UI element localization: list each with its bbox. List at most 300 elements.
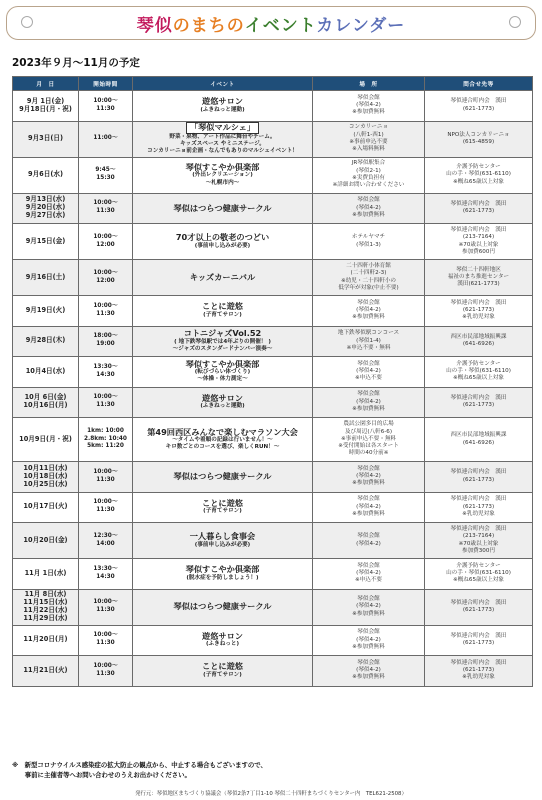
place-line: 及び周辺(八軒6-6): [344, 428, 393, 435]
time-cell: [79, 357, 133, 388]
contact-line: 琴似連合町内会 漢田: [450, 659, 507, 666]
start-time: 14:00: [96, 540, 115, 547]
place-cell: [313, 589, 425, 625]
event-detail: (転びづらい体づくり): [194, 369, 251, 376]
event-name: 第49回西区みんなで楽しむマラソン大会: [147, 426, 298, 437]
contact-line: (615-4859): [462, 139, 495, 145]
table-row: [13, 296, 533, 327]
event-cell: [133, 589, 313, 625]
event-date: 11月21日(火): [23, 665, 68, 674]
event-cell: [133, 656, 313, 687]
place-line: ※参加費無料: [352, 405, 385, 412]
place-line: (琴似4-2): [356, 503, 381, 510]
contact-line: 西区市民部地域振興課: [450, 432, 507, 439]
event-name-box: [186, 122, 259, 133]
event-name: 70才以上の敬老のつどい: [175, 232, 270, 243]
contact-cell: [425, 418, 533, 462]
place-cell: [313, 91, 425, 122]
start-time: 13:30～: [93, 565, 118, 572]
contact-cell: [425, 357, 533, 388]
date-cell: [13, 492, 79, 523]
time-cell: [79, 157, 133, 193]
contact-cell: [425, 462, 533, 493]
date-cell: [13, 224, 79, 260]
place-cell: [313, 523, 425, 559]
event-detail: (ふきねっと運動): [200, 106, 245, 113]
place-cell: [313, 157, 425, 193]
place-line: ※実費負担有: [352, 175, 385, 181]
start-time: 11:30: [96, 507, 115, 514]
time-cell: [79, 193, 133, 224]
event-name: 琴似はつらつ健康サークル: [173, 471, 272, 482]
place-line: 琴似会館: [357, 659, 380, 666]
contact-line: 琴似連合町内会 漢田: [450, 394, 507, 401]
event-date: 11月 1日(水): [24, 568, 67, 577]
publisher-footer: 発行元：琴似地区まちづくり協議会（琴似2条7丁目1-10 琴似二十四軒まちづくりセンター内 TEL621-2508）: [135, 791, 407, 797]
place-line: 琴似会館: [357, 596, 380, 603]
place-cell: [313, 296, 425, 327]
place-line: ※参加費無料: [352, 610, 385, 617]
date-cell: [13, 559, 79, 590]
event-name: キッズカーニバル: [189, 271, 256, 282]
place-line: 琴似会館: [357, 533, 380, 540]
event-cell: [133, 357, 313, 388]
time-cell: [79, 91, 133, 122]
start-time: 11:30: [96, 310, 115, 317]
start-time: 11:30: [96, 402, 115, 409]
place-line: ※参加費無料: [352, 674, 385, 681]
place-line: (琴似4-2): [356, 667, 381, 674]
place-line: ※参加費無料: [352, 314, 385, 321]
event-detail: ～タイムや着順の記録は行いません！～: [172, 436, 273, 443]
contact-line: 琴似連合町内会 漢田: [450, 200, 507, 207]
contact-line: ※乳幼児対象: [462, 674, 495, 681]
place-line: 農試公園多目的広場: [343, 421, 394, 428]
contact-line: (213-7164): [462, 234, 495, 241]
contact-line: 山の手・琴似(631-6110): [446, 171, 511, 178]
place-line: 琴似会館: [357, 629, 380, 636]
start-time: 9:45～: [95, 167, 116, 174]
binder-hole-icon: [21, 16, 33, 28]
event-name: 琴似すこやか倶楽部: [185, 162, 260, 173]
event-cell: [133, 224, 313, 260]
start-time: 12:00: [96, 277, 115, 284]
event-date: 11月20日(月): [23, 635, 68, 644]
start-time: 10:00～: [93, 200, 118, 207]
start-time: 2.8km: 10:40: [84, 435, 127, 442]
time-cell: [79, 418, 133, 462]
date-cell: [13, 656, 79, 687]
place-line: ※参加費無料: [352, 211, 385, 218]
contact-cell: [425, 656, 533, 687]
start-time: 12:00: [96, 241, 115, 248]
start-time: 10:00～: [93, 499, 118, 506]
contact-line: (621-1773): [462, 607, 495, 613]
place-line: 琴似会館: [357, 391, 380, 398]
place-line: 琴似会館: [357, 562, 380, 569]
contact-line: 琴似二十四軒地区: [456, 266, 501, 273]
contact-line: 琴似連合町内会 漢田: [450, 226, 507, 233]
contact-cell: [425, 260, 533, 296]
place-cell: [313, 492, 425, 523]
contact-cell: [425, 559, 533, 590]
place-line: 琴似会館: [357, 360, 380, 367]
place-line: (琴似4-2): [356, 570, 381, 577]
date-cell: [13, 157, 79, 193]
contact-line: 漢田(621-1773): [457, 281, 500, 288]
place-cell: [313, 357, 425, 388]
page-title: [137, 11, 405, 36]
place-cell: [313, 625, 425, 656]
contact-line: (621-1773): [462, 402, 495, 409]
place-line: ※事前申込不要・無料: [340, 435, 397, 442]
time-cell: [79, 121, 133, 157]
event-date: 9月19日(火): [25, 305, 66, 314]
contact-line: ※70歳以上対象: [458, 241, 499, 248]
place-line: 地下鉄琴似駅コンコース: [337, 330, 400, 337]
contact-cell: [425, 589, 533, 625]
place-line: (琴似2-1): [356, 167, 381, 174]
place-line: (琴似4-2): [356, 473, 381, 480]
event-detail: (ふきねっと): [205, 641, 240, 648]
event-name: 一人暮らし食事会: [189, 531, 256, 542]
place-line: (琴似4-2): [356, 204, 381, 211]
time-cell: [79, 387, 133, 418]
place-line: 二十四軒小体育館: [346, 262, 391, 269]
place-line: ※事前申込不要: [349, 139, 388, 145]
event-date: 9月20日(水): [25, 203, 66, 212]
start-time: 11:30: [96, 607, 115, 613]
event-date: 11月29日(水): [23, 613, 68, 622]
contact-cell: [425, 224, 533, 260]
event-date: 10月9日(月・祝): [19, 434, 72, 443]
place-line: (琴似1-4): [356, 337, 381, 344]
event-name: 琴似すこやか倶楽部: [185, 358, 260, 369]
place-line: ※参加費無料: [352, 510, 385, 517]
event-date: 10月17日(火): [23, 502, 68, 511]
event-detail: ～札幌市内～: [205, 179, 240, 186]
place-cell: [313, 260, 425, 296]
place-cell: [313, 387, 425, 418]
event-detail: 野菜・果物、アート作品に舞台やチーム。: [169, 133, 276, 140]
place-line: (琴似4-2): [356, 603, 381, 610]
title-part: 琴似: [136, 15, 173, 36]
table-header-row: [13, 77, 533, 91]
header-place: 場 所: [313, 77, 425, 91]
contact-cell: [425, 326, 533, 357]
place-line: (琴似4-2): [356, 102, 381, 109]
place-cell: [313, 326, 425, 357]
event-date: 10月25日(水): [23, 479, 68, 488]
event-cell: [133, 418, 313, 462]
event-detail: キロ数ごとのコースを選び、楽しくRUN！～: [165, 444, 280, 451]
event-name: ことに遊悠: [202, 661, 243, 672]
date-cell: [13, 91, 79, 122]
time-cell: [79, 559, 133, 590]
event-date: 10月16日(月): [23, 401, 68, 410]
date-cell: [13, 193, 79, 224]
event-date: 9月3日(日): [28, 134, 63, 143]
place-line: 琴似会館: [357, 94, 380, 101]
event-cell: [133, 387, 313, 418]
place-cell: [313, 462, 425, 493]
start-time: 10:00～: [93, 468, 118, 475]
place-line: (琴似4-2): [356, 398, 381, 405]
schedule-period: 2023年９月～11月の予定: [12, 57, 140, 69]
date-cell: [13, 418, 79, 462]
start-time: 12:30～: [93, 532, 118, 539]
start-time: 11:30: [96, 208, 115, 215]
contact-line: 琴似連合町内会 漢田: [450, 525, 507, 532]
start-time: 11:30: [96, 105, 115, 112]
place-line: ※参加費無料: [352, 643, 385, 650]
title-banner: [6, 6, 536, 40]
place-line: (八軒1-西1): [353, 131, 384, 138]
contact-line: 琴似連合町内会 漢田: [450, 599, 507, 606]
date-cell: [13, 523, 79, 559]
contact-line: 琴似連合町内会 漢田: [450, 299, 507, 306]
start-time: 10:00～: [93, 97, 118, 104]
event-cell: [133, 296, 313, 327]
place-line: 琴似会館: [357, 465, 380, 472]
place-cell: [313, 224, 425, 260]
contact-line: ※乳幼児対象: [462, 314, 495, 321]
event-detail: コンカリーニョ前企画・なんでもありのマルシェイベント！: [147, 148, 298, 155]
contact-line: 山の手・琴似(631-6110): [446, 570, 511, 577]
event-cell: [133, 91, 313, 122]
place-line: (琴似4-2): [356, 540, 381, 547]
start-time: 10:00～: [93, 302, 118, 309]
table-row: [13, 193, 533, 224]
contact-line: (641-6926): [462, 439, 495, 446]
event-name: 琴似すこやか倶楽部: [185, 564, 260, 575]
table-body: [13, 91, 533, 687]
contact-line: (621-1773): [462, 667, 495, 674]
event-name: ことに遊悠: [202, 497, 243, 508]
contact-line: 福祉のまち推進センター: [447, 273, 510, 280]
contact-line: (621-1773): [462, 640, 495, 647]
event-cell: [133, 492, 313, 523]
event-date: 11月 8日(水): [24, 590, 67, 599]
event-detail: (子育てサロン): [203, 671, 242, 678]
contact-line: ※概ね65歳以上対象: [453, 178, 504, 185]
contact-line: 参加費600円: [461, 248, 496, 255]
place-cell: [313, 121, 425, 157]
event-detail: ( 地下鉄琴似駅では4年ぶりの開催！ ): [174, 338, 271, 345]
time-cell: [79, 656, 133, 687]
contact-line: 琴似連合町内会 漢田: [450, 469, 507, 476]
start-time: 11:30: [96, 476, 115, 483]
header-contact: 問合せ先等: [425, 77, 533, 91]
event-calendar-table: [12, 76, 533, 687]
place-line: 琴似会館: [357, 496, 380, 503]
date-cell: [13, 326, 79, 357]
contact-cell: [425, 625, 533, 656]
place-line: ※受付開始は各スタート: [338, 443, 399, 450]
event-name: 遊悠サロン: [202, 392, 243, 403]
event-name: 「琴似マルシェ」: [189, 122, 256, 133]
place-line: 琴似会館: [357, 299, 380, 306]
time-cell: [79, 492, 133, 523]
contact-line: 介護予防センター: [456, 562, 501, 569]
table-row: [13, 492, 533, 523]
start-time: 10:00～: [93, 599, 118, 606]
contact-line: (213-7164): [462, 533, 495, 540]
place-line: ※幼児・二十四軒小の: [340, 277, 397, 284]
table-row: [13, 157, 533, 193]
contact-line: 参加費300円: [461, 547, 496, 554]
contact-line: ※概ね65歳以上対象: [453, 577, 504, 584]
table-row: [13, 260, 533, 296]
event-date: 10月 6日(金): [24, 393, 67, 402]
place-line: 時間の40分前※: [348, 450, 389, 457]
notice-line: ※ 新型コロナウイルス感染症の拡大防止の観点から、中止する場合もございますので、: [12, 761, 267, 769]
table-row: [13, 656, 533, 687]
contact-line: 介護予防センター: [456, 360, 501, 367]
table-row: [13, 91, 533, 122]
event-date: 9月18日(月・祝): [19, 104, 72, 113]
event-detail: ～ジャズのスタンダードナンバー演奏～: [172, 345, 273, 352]
place-line: (琴似4-2): [356, 636, 381, 643]
event-detail: (事前申し込みが必要): [194, 242, 251, 249]
time-cell: [79, 523, 133, 559]
event-date: 9月6日(水): [28, 170, 63, 179]
contact-line: ※概ね65歳以上対象: [453, 375, 504, 382]
place-line: JR琴似駅集合: [351, 160, 386, 167]
place-line: ※申込不要: [354, 577, 383, 584]
event-date: 10月4日(水): [25, 366, 66, 375]
start-time: 10:00～: [93, 394, 118, 401]
contact-cell: [425, 387, 533, 418]
event-name: コトニジャズVol.52: [183, 328, 262, 339]
contact-line: (621-1773): [462, 208, 495, 215]
contact-line: ※70歳以上対象: [458, 540, 499, 547]
header-event: イベント: [133, 77, 313, 91]
time-cell: [79, 462, 133, 493]
start-time: 10:00～: [93, 233, 118, 240]
event-date: 9月27日(水): [25, 211, 66, 220]
start-time: 10:00～: [93, 269, 118, 276]
place-line: ※申込不要・無料: [346, 344, 391, 351]
contact-line: (641-6926): [462, 341, 495, 348]
contact-line: 山の手・琴似(631-6110): [446, 368, 511, 375]
start-time: 11:00～: [93, 135, 118, 142]
start-time: 19:00: [96, 341, 115, 348]
place-line: ※入場料無料: [352, 146, 385, 153]
notice: [12, 761, 267, 781]
time-cell: [79, 326, 133, 357]
event-cell: [133, 462, 313, 493]
event-cell: [133, 157, 313, 193]
event-name: 遊悠サロン: [202, 96, 243, 107]
title-part: カレンダー: [316, 15, 406, 36]
place-cell: [313, 418, 425, 462]
event-detail: (事前申し込みが必要): [194, 541, 251, 548]
date-cell: [13, 296, 79, 327]
title-part: イベント: [244, 15, 317, 36]
event-name: 遊悠サロン: [202, 630, 243, 641]
place-line: ※申込不要: [354, 375, 383, 382]
event-detail: (脱水症を予防しましょう！): [186, 574, 259, 581]
start-time: 10:00～: [93, 632, 118, 639]
title-part: のまちの: [172, 15, 245, 36]
table-row: [13, 326, 533, 357]
event-detail: (子育てサロン): [203, 508, 242, 515]
place-line: ※参加費無料: [352, 480, 385, 487]
place-line: (琴似4-2): [356, 368, 381, 375]
contact-cell: [425, 193, 533, 224]
time-cell: [79, 260, 133, 296]
contact-line: 琴似連合町内会 漢田: [450, 496, 507, 503]
contact-line: 西区市民部地域振興課: [450, 333, 507, 340]
date-cell: [13, 357, 79, 388]
contact-line: (621-1773): [462, 476, 495, 483]
event-date: 9月 1日(金): [26, 96, 65, 105]
contact-line: NPO法人コンカリーニョ: [447, 131, 510, 138]
event-detail: (子育てサロン): [203, 311, 242, 318]
event-cell: [133, 121, 313, 157]
table-row: [13, 625, 533, 656]
header-date: 月 日: [13, 77, 79, 91]
event-cell: [133, 559, 313, 590]
time-cell: [79, 589, 133, 625]
place-line: 低学年が対象(中止不要): [338, 284, 399, 291]
time-cell: [79, 296, 133, 327]
event-date: 11月22日(水): [23, 606, 68, 614]
time-cell: [79, 224, 133, 260]
place-line: コンカリーニョ: [348, 124, 389, 131]
place-cell: [313, 559, 425, 590]
contact-line: (621-1773): [462, 307, 495, 314]
contact-cell: [425, 523, 533, 559]
place-line: ホテルヤマチ: [351, 234, 386, 241]
event-date: 9月15日(金): [25, 236, 66, 245]
place-line: (琴似4-2): [356, 307, 381, 314]
place-line: 琴似会館: [357, 197, 380, 204]
event-date: 9月13日(水): [25, 195, 66, 204]
contact-cell: [425, 296, 533, 327]
start-time: 15:30: [96, 175, 115, 181]
start-time: 10:00～: [93, 662, 118, 669]
start-time: 11:30: [96, 670, 115, 677]
header-start-time: 開始時間: [79, 77, 133, 91]
date-cell: [13, 121, 79, 157]
contact-line: 琴似連合町内会 漢田: [450, 632, 507, 639]
place-cell: [313, 656, 425, 687]
event-cell: [133, 193, 313, 224]
start-time: 11:30: [96, 640, 115, 647]
event-date: 10月20日(金): [23, 535, 68, 544]
table-row: [13, 357, 533, 388]
contact-line: ※乳幼児対象: [462, 510, 495, 517]
contact-line: (621-1773): [462, 105, 495, 112]
contact-line: 介護予防センター: [456, 164, 501, 171]
contact-cell: [425, 121, 533, 157]
event-cell: [133, 326, 313, 357]
table-row: [13, 224, 533, 260]
event-detail: キッズスペース やミニステージ。: [180, 141, 265, 148]
event-detail: ～体操・体力測定～: [197, 376, 248, 383]
contact-line: (621-1773): [462, 503, 495, 510]
date-cell: [13, 589, 79, 625]
start-time: 14:30: [96, 371, 115, 378]
event-name: 琴似はつらつ健康サークル: [173, 601, 272, 612]
time-cell: [79, 625, 133, 656]
start-time: 5km: 11:20: [87, 443, 124, 450]
table-row: [13, 523, 533, 559]
table-row: [13, 121, 533, 157]
event-date: 9月28日(木): [25, 336, 66, 345]
